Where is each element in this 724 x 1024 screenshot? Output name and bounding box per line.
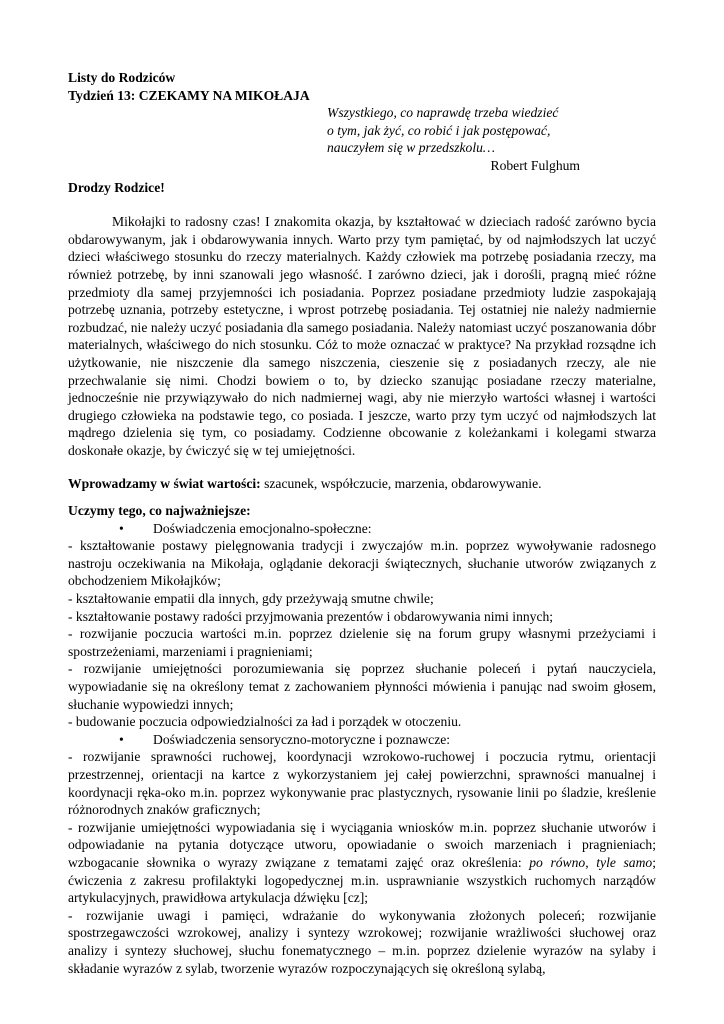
list-item: - rozwijanie sprawności ruchowej, koordynacji wzrokowo-ruchowej i poczucia rytmu, orientacji przestrzennej, orientacji na kartce z wykorzystaniem jej całej powierzchni, sprawności manualnej i koordynacji ręka-oko m.in. poprzez wykonywanie prac plastycznych, rysowanie linii po śladzie, kreślenie różnorodnych znaków graficznych; — [68, 749, 656, 818]
values-text: szacunek, współczucie, marzenia, obdarowywanie. — [260, 476, 542, 492]
list-item: - kształtowanie postawy radości przyjmowania prezentów i obdarowywania nimi innych; — [68, 608, 554, 624]
item-text: - rozwijanie umiejętności wypowiadania się i wyciągania wniosków m.in. poprzez słuchanie utworów i odpowiadanie na pytania dotyczące utworu, opowiadanie o swoich marzeniach i pragnieniach; wzbogacanie słownika o wyrazy związane z tematami zajęć oraz określenia: — [68, 819, 656, 870]
list-item: - rozwijanie umiejętności porozumiewania się poprzez słuchanie poleceń i pytań nauczyciela, wypowiadanie się na określony temat z zachowaniem płynności mówienia i panując nad swoim głosem, słuchanie wypowiedzi innych; — [68, 661, 656, 712]
list-item: - budowanie poczucia odpowiedzialności za ład i porządek w otoczeniu. — [68, 714, 462, 730]
bullet-icon: • — [119, 731, 124, 747]
section-emotional-social-heading — [68, 520, 656, 538]
list-item: - kształtowanie empatii dla innych, gdy przeżywają smutne chwile; — [68, 591, 434, 607]
salutation: Drodzy Rodzice! — [68, 179, 165, 195]
item-emphasis: tyle samo — [596, 854, 653, 870]
letter-title: Listy do Rodziców — [68, 70, 176, 85]
list-item: - rozwijanie poczucia wartości m.in. poprzez dzielenie się na forum grupy własnymi przeżyciami i spostrzeżeniami, marzeniami i pragnieniami; — [68, 626, 656, 659]
epigraph-line-1: Wszystkiego, co naprawdę trzeba wiedzieć — [327, 105, 559, 121]
item-text: ; ćwiczenia z zakresu profilaktyki logopedycznej m.in. usprawnianie wszystkich ruchomych narządów artykulacyjnych, prawidłowa artykulacja dźwięku [cz]; — [68, 854, 656, 906]
epigraph-author: Robert Fulghum — [490, 157, 580, 173]
values-line — [68, 475, 656, 493]
section-title: Doświadczenia sensoryczno-motoryczne i poznawcze: — [153, 731, 451, 747]
epigraph — [327, 104, 656, 174]
list-item — [68, 819, 656, 907]
section-sensory-motor-heading — [68, 731, 656, 749]
epigraph-line-2: o tym, jak żyć, co robić i jak postępować, — [327, 122, 551, 138]
section-title: Doświadczenia emocjonalno-społeczne: — [153, 520, 372, 536]
intro-paragraph: Mikołajki to radosny czas! I znakomita okazja, by kształtować w dzieciach radość zarówno bycia obdarowywanym, jak i obdarowywania innych. Warto przy tym pamiętać, by od najmłodszych lat uczyć dzieci właściwego stosunku do rzeczy materialnych. Każdy człowiek ma potrzebę posiadania rzeczy, ma również potrzebę, by inni szanowali jego własność. I zarówno dzieci, jak i dorośli, pragną mieć różne przedmioty dla samej przyjemności ich posiadania. Poprzez posiadane przedmioty ludzie zaspokajają potrzebę uznania, potrzeby estetyczne, i wprost potrzebę posiadania. Tej ostatniej nie należy nadmiernie rozbudzać, nie należy uczyć posiadania dla samego posiadania. Należy natomiast uczyć poszanowania dóbr materialnych, właściwego do nich stosunku. Cóż to może oznaczać w praktyce? Na przykład rozsądne ich użytkowanie, nie niszczenie dla samego niszczenia, cieszenie się z posiadanych rzeczy, ale nie przechwalanie się nimi. Chodzi bowiem o to, by dziecko szanując posiadane rzeczy materialne, jednocześnie nie przywiązywało do nich nadmiernej wagi, aby nie mierzyło wartości własnej i wartości drugiego człowieka na podstawie tego, co posiada. I jeszcze, warto przy tym uczyć od najmłodszych lat mądrego dzielenia się tym, co posiadamy. Codzienne obcowanie z koleżankami i kolegami stwarza doskonałe okazje, by ćwiczyć się w tej umiejętności. — [68, 214, 656, 458]
document-content — [68, 69, 656, 977]
week-title: Tydzień 13: CZEKAMY NA MIKOŁAJA — [68, 87, 310, 103]
values-label: Wprowadzamy w świat wartości: — [68, 476, 261, 492]
epigraph-line-3: nauczyłem się w przedszkolu… — [327, 140, 496, 156]
list-item: - rozwijanie uwagi i pamięci, wdrażanie do wykonywania złożonych poleceń; rozwijanie spostrzegawczości wzrokowej, analizy i syntezy wzrokowej; rozwijanie wrażliwości słuchowej oraz analizy i syntezy słuchowej, słuchu fonematycznego – m.in. poprzez dzielenie wyrazów na sylaby i składanie wyrazów z sylab, tworzenie wyrazów rozpoczynających się określoną sylabą, — [68, 907, 656, 976]
teach-heading: Uczymy tego, co najważniejsze: — [68, 503, 251, 519]
list-item: - kształtowanie postawy pielęgnowania tradycji i zwyczajów m.in. poprzez wywoływanie radosnego nastroju oczekiwania na Mikołaja, oglądanie dekoracji świątecznych, słuchanie utworów związanych z obchodzeniem Mikołajków; — [68, 538, 656, 589]
item-emphasis: po równo — [529, 854, 586, 870]
bullet-icon: • — [119, 520, 124, 536]
item-text: , — [585, 854, 597, 870]
